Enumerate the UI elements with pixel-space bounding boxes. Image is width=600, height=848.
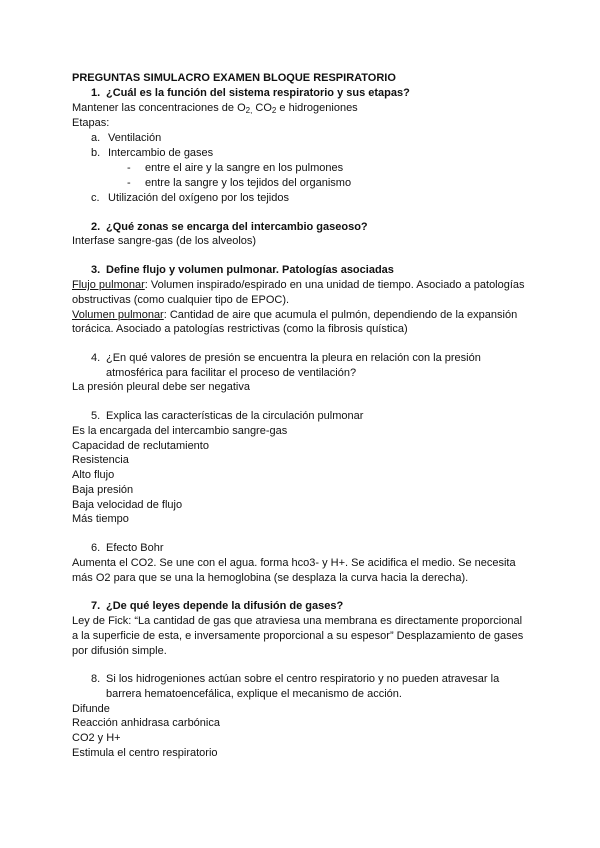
item-label: b. [91, 147, 101, 159]
question-text: atmosférica para facilitar el proceso de ventilación? [106, 367, 357, 379]
answer-line: más O2 para que se una la hemoglobina (se desplaza la curva hacia la derecha). [72, 572, 469, 584]
answer-line: Baja velocidad de flujo [72, 499, 183, 511]
question-number: 8. [91, 673, 101, 685]
answer-text: Mantener las concentraciones de O [72, 102, 246, 114]
question-text: barrera hematoencefálica, explique el mecanismo de acción. [106, 688, 402, 700]
question-text: ¿Qué zonas se encarga del intercambio gaseoso? [106, 221, 368, 233]
answer-text: CO [252, 102, 272, 114]
item-text: entre el aire y la sangre en los pulmones [145, 162, 344, 174]
question-number: 5. [91, 410, 101, 422]
answer-line: Capacidad de reclutamiento [72, 440, 209, 452]
etapas-label: Etapas: [72, 117, 110, 129]
item-text: entre la sangre y los tejidos del organismo [145, 177, 352, 189]
answer-text: : Volumen inspirado/espirado en una unidad de tiempo. Asociado a patologías [144, 279, 525, 291]
question-number: 2. [91, 221, 101, 233]
answer-line: CO2 y H+ [72, 732, 121, 744]
question-number: 7. [91, 600, 101, 612]
answer-line [72, 278, 525, 292]
question-text: ¿Cuál es la función del sistema respiratorio y sus etapas? [106, 87, 410, 99]
item-label: c. [91, 192, 100, 204]
question-number: 1. [91, 87, 101, 99]
answer-line [72, 308, 517, 322]
item-text: Utilización del oxígeno por los tejidos [108, 192, 289, 204]
answer-line: por difusión simple. [72, 645, 167, 657]
item-text: Ventilación [108, 132, 162, 144]
question-text: ¿De qué leyes depende la difusión de gases? [106, 600, 344, 612]
question-text: ¿En qué valores de presión se encuentra la pleura en relación con la presión [106, 352, 481, 364]
answer-line: Difunde [72, 703, 110, 715]
answer-line: Estimula el centro respiratorio [72, 747, 218, 759]
answer-line: Más tiempo [72, 513, 129, 525]
answer-text: e hidrogeniones [276, 102, 358, 114]
term-label: Flujo pulmonar [72, 279, 145, 291]
document-title: PREGUNTAS SIMULACRO EXAMEN BLOQUE RESPIRATORIO [72, 72, 396, 84]
answer-line: Es la encargada del intercambio sangre-gas [72, 425, 288, 437]
item-label: a. [91, 132, 101, 144]
answer-line: Interfase sangre-gas (de los alveolos) [72, 235, 257, 247]
question-text: Si los hidrogeniones actúan sobre el centro respiratorio y no pueden atravesar la [106, 673, 500, 685]
subscript: 2, [245, 106, 253, 115]
answer-line [72, 101, 358, 118]
question-number: 3. [91, 264, 101, 276]
question-number: 6. [91, 542, 101, 554]
question-text: Explica las características de la circulación pulmonar [106, 410, 364, 422]
term-label: Volumen pulmonar [72, 309, 164, 321]
question-text: Define flujo y volumen pulmonar. Patologías asociadas [106, 264, 394, 276]
dash-bullet: - [127, 162, 131, 174]
answer-line: Aumenta el CO2. Se une con el agua. forma hco3- y H+. Se acidifica el medio. Se necesita [72, 557, 516, 569]
answer-line: obstructivas (como cualquier tipo de EPOC). [72, 294, 290, 306]
dash-bullet: - [127, 177, 131, 189]
answer-line: Reacción anhidrasa carbónica [72, 717, 220, 729]
question-number: 4. [91, 352, 101, 364]
item-text: Intercambio de gases [108, 147, 214, 159]
question-text: Efecto Bohr [106, 542, 164, 554]
subscript: 2 [271, 106, 277, 115]
answer-line: torácica. Asociado a patologías restrictivas (como la fibrosis quística) [72, 323, 408, 335]
answer-line: a la superficie de esta, e inversamente proporcional a su espesor” Desplazamiento de gases [72, 630, 524, 642]
answer-line: La presión pleural debe ser negativa [72, 381, 250, 393]
answer-line: Ley de Fick: “La cantidad de gas que atraviesa una membrana es directamente proporcional [72, 615, 523, 627]
answer-line: Resistencia [72, 454, 129, 466]
answer-line: Alto flujo [72, 469, 115, 481]
answer-text: : Cantidad de aire que acumula el pulmón, dependiendo de la expansión [163, 309, 518, 321]
answer-line: Baja presión [72, 484, 134, 496]
